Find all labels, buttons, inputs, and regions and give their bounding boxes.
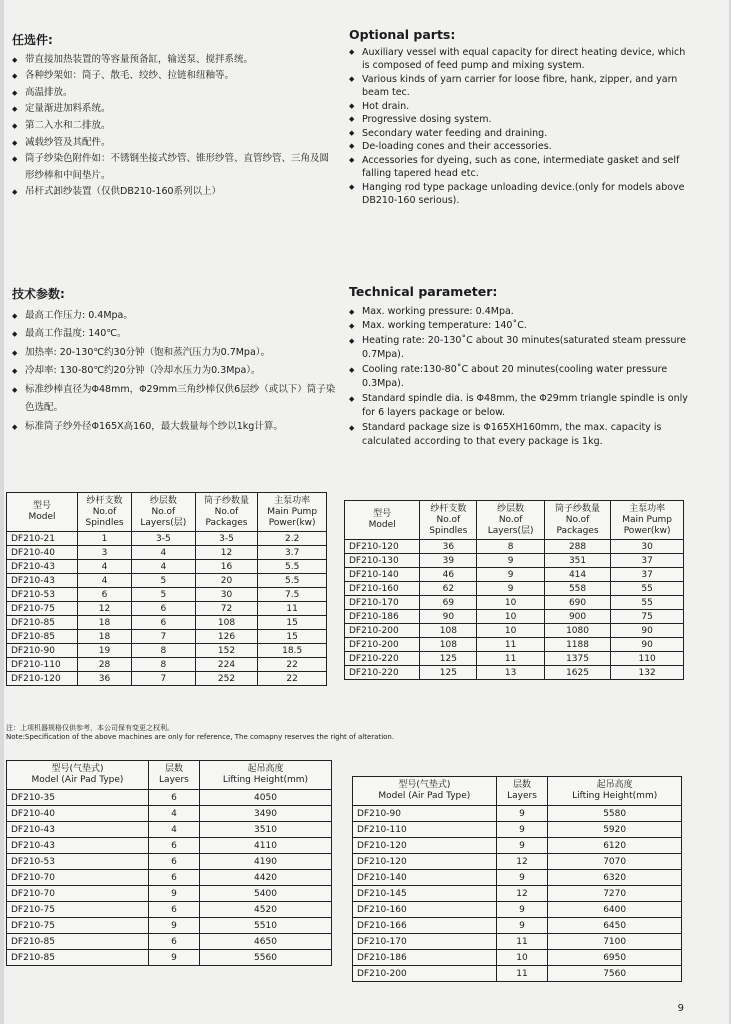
table-cell: 2.2 bbox=[258, 532, 327, 546]
table-row bbox=[353, 822, 682, 838]
column-header: 型号 Model bbox=[345, 501, 420, 540]
table-cell: 4110 bbox=[199, 838, 331, 854]
spec-table-right bbox=[344, 500, 684, 680]
table-row bbox=[345, 554, 684, 568]
table-cell: 6 bbox=[148, 870, 199, 886]
table-cell: 37 bbox=[611, 568, 684, 582]
table-cell: DF210-43 bbox=[7, 574, 78, 588]
table-cell: 55 bbox=[611, 582, 684, 596]
optional-parts-en-title: Optional parts: bbox=[349, 27, 456, 42]
table-cell: 8 bbox=[132, 658, 196, 672]
table-cell: DF210-166 bbox=[353, 918, 497, 934]
page-number: 9 bbox=[677, 1003, 684, 1014]
table-row bbox=[345, 638, 684, 652]
table-cell: 9 bbox=[496, 918, 548, 934]
table-cell: DF210-90 bbox=[353, 806, 497, 822]
table-cell: 12 bbox=[78, 602, 132, 616]
table-cell: DF210-40 bbox=[7, 546, 78, 560]
spec-note-en: Note:Specification of the above machines are only for reference, The comapny reserves the right of alteration. bbox=[6, 733, 395, 741]
table-row bbox=[7, 574, 327, 588]
column-header: 起吊高度 Lifting Height(mm) bbox=[548, 777, 682, 806]
table-cell: 3510 bbox=[199, 822, 331, 838]
table-cell: 62 bbox=[420, 582, 477, 596]
table-cell: 351 bbox=[544, 554, 610, 568]
table-cell: 30 bbox=[611, 540, 684, 554]
table-cell: DF210-220 bbox=[345, 666, 420, 680]
table-cell: 6400 bbox=[548, 902, 682, 918]
list-item: ◆ Max. working pressure: 0.4Mpa. bbox=[349, 305, 689, 320]
list-item: ◆ 第二入水和二排放。 bbox=[12, 118, 330, 135]
table-cell: 9 bbox=[496, 822, 548, 838]
table-row bbox=[7, 886, 332, 902]
table-cell: 3-5 bbox=[195, 532, 258, 546]
table-cell: 6 bbox=[148, 902, 199, 918]
table-cell: 75 bbox=[611, 610, 684, 624]
table-cell: DF210-43 bbox=[7, 838, 149, 854]
list-item: ◆ Standard package size is Φ165XH160mm, the max. capacity is calculated according to that every package is 1kg. bbox=[349, 421, 689, 450]
table-cell: 12 bbox=[195, 546, 258, 560]
technical-parameter-chinese bbox=[12, 285, 337, 436]
tech-en-title: Technical parameter: bbox=[349, 284, 498, 299]
table-cell: 252 bbox=[195, 672, 258, 686]
table-cell: 6 bbox=[148, 790, 199, 806]
table-cell: 69 bbox=[420, 596, 477, 610]
table-cell: 10 bbox=[477, 624, 544, 638]
table-cell: DF210-140 bbox=[345, 568, 420, 582]
table-cell: 7 bbox=[132, 630, 196, 644]
list-item: ◆ 减载纱管及其配件。 bbox=[12, 135, 330, 152]
table-cell: 9 bbox=[496, 902, 548, 918]
list-item: ◆ 最高工作温度: 140℃。 bbox=[12, 325, 337, 344]
table-row bbox=[7, 644, 327, 658]
table-cell: 72 bbox=[195, 602, 258, 616]
optional-parts-english bbox=[349, 28, 689, 208]
table-cell: 19 bbox=[78, 644, 132, 658]
table-row bbox=[345, 540, 684, 554]
table-header-row bbox=[345, 501, 684, 540]
table-cell: 11 bbox=[258, 602, 327, 616]
table-cell: DF210-75 bbox=[7, 602, 78, 616]
table-cell: 5560 bbox=[199, 950, 331, 966]
table-row bbox=[7, 672, 327, 686]
list-item: ◆ Cooling rate:130-80˚C about 20 minutes(cooling water pressure 0.3Mpa). bbox=[349, 363, 689, 392]
table-cell: DF210-186 bbox=[345, 610, 420, 624]
table-cell: 90 bbox=[420, 610, 477, 624]
table-cell: DF210-35 bbox=[7, 790, 149, 806]
table-cell: DF210-53 bbox=[7, 588, 78, 602]
table-cell: 10 bbox=[477, 610, 544, 624]
table-cell: 6 bbox=[148, 838, 199, 854]
spec-note bbox=[6, 724, 394, 742]
table-cell: 15 bbox=[258, 616, 327, 630]
table-cell: 5.5 bbox=[258, 560, 327, 574]
table-cell: DF210-140 bbox=[353, 870, 497, 886]
table-cell: 15 bbox=[258, 630, 327, 644]
table-cell: 6950 bbox=[548, 950, 682, 966]
table-cell: 6 bbox=[148, 854, 199, 870]
table-cell: 4520 bbox=[199, 902, 331, 918]
list-item: ◆ Progressive dosing system. bbox=[349, 113, 689, 127]
table-cell: 6 bbox=[132, 602, 196, 616]
table-cell: 558 bbox=[544, 582, 610, 596]
table-row bbox=[353, 950, 682, 966]
table-cell: 12 bbox=[496, 854, 548, 870]
table-cell: 4 bbox=[78, 574, 132, 588]
table-cell: 36 bbox=[78, 672, 132, 686]
table-row bbox=[7, 630, 327, 644]
table-cell: 110 bbox=[611, 652, 684, 666]
table-cell: 4 bbox=[132, 560, 196, 574]
table-cell: 6450 bbox=[548, 918, 682, 934]
lifting-table-left bbox=[6, 760, 332, 966]
table-cell: 11 bbox=[477, 652, 544, 666]
table-cell: 18.5 bbox=[258, 644, 327, 658]
table-row bbox=[7, 822, 332, 838]
column-header: 纱杆支数 No.of Spindles bbox=[78, 493, 132, 532]
list-item: ◆ Heating rate: 20-130˚C about 30 minutes(saturated steam pressure 0.7Mpa). bbox=[349, 334, 689, 363]
column-header: 筒子纱数量 No.of Packages bbox=[195, 493, 258, 532]
table-cell: 12 bbox=[496, 886, 548, 902]
table-header-row bbox=[7, 761, 332, 790]
column-header: 层数 Layers bbox=[148, 761, 199, 790]
table-cell: 46 bbox=[420, 568, 477, 582]
table-cell: DF210-120 bbox=[353, 838, 497, 854]
table-cell: 4190 bbox=[199, 854, 331, 870]
list-item: ◆ Various kinds of yarn carrier for loose fibre, hank, zipper, and yarn beam tec. bbox=[349, 73, 689, 100]
column-header: 主泵功率 Main Pump Power(kw) bbox=[258, 493, 327, 532]
table-row bbox=[353, 806, 682, 822]
table-cell: DF210-200 bbox=[345, 638, 420, 652]
table-cell: DF210-70 bbox=[7, 870, 149, 886]
table-cell: 18 bbox=[78, 630, 132, 644]
table-cell: 5400 bbox=[199, 886, 331, 902]
table-cell: DF210-170 bbox=[353, 934, 497, 950]
optional-parts-cn-list bbox=[12, 52, 330, 201]
table-cell: 152 bbox=[195, 644, 258, 658]
table-row bbox=[7, 806, 332, 822]
table-cell: DF210-130 bbox=[345, 554, 420, 568]
list-item: ◆ Accessories for dyeing, such as cone, intermediate gasket and self falling tapered head etc. bbox=[349, 154, 689, 181]
table-cell: 7270 bbox=[548, 886, 682, 902]
table-cell: 108 bbox=[420, 624, 477, 638]
table-cell: DF210-220 bbox=[345, 652, 420, 666]
table-cell: 1375 bbox=[544, 652, 610, 666]
table-cell: DF210-160 bbox=[353, 902, 497, 918]
table-cell: 125 bbox=[420, 666, 477, 680]
table-cell: DF210-120 bbox=[7, 672, 78, 686]
lifting-table-right bbox=[352, 776, 682, 982]
table-cell: 5510 bbox=[199, 918, 331, 934]
table-cell: 9 bbox=[477, 554, 544, 568]
table-cell: 3 bbox=[78, 546, 132, 560]
table-row bbox=[7, 560, 327, 574]
table-cell: 9 bbox=[477, 568, 544, 582]
table-cell: 6 bbox=[78, 588, 132, 602]
table-row bbox=[353, 934, 682, 950]
table-cell: 126 bbox=[195, 630, 258, 644]
table-cell: DF210-160 bbox=[345, 582, 420, 596]
table-cell: 16 bbox=[195, 560, 258, 574]
table-cell: 4650 bbox=[199, 934, 331, 950]
table-cell: 5920 bbox=[548, 822, 682, 838]
table-cell: 224 bbox=[195, 658, 258, 672]
table-row bbox=[7, 918, 332, 934]
table-row bbox=[7, 658, 327, 672]
table-cell: 125 bbox=[420, 652, 477, 666]
table-cell: 5 bbox=[132, 574, 196, 588]
table-cell: 1188 bbox=[544, 638, 610, 652]
table-cell: DF210-85 bbox=[7, 616, 78, 630]
table-cell: 20 bbox=[195, 574, 258, 588]
table-cell: 22 bbox=[258, 658, 327, 672]
table-cell: 9 bbox=[148, 950, 199, 966]
tech-cn-title: 技术参数: bbox=[12, 287, 65, 301]
table-row bbox=[345, 666, 684, 680]
table-cell: 6 bbox=[132, 616, 196, 630]
table-cell: 10 bbox=[477, 596, 544, 610]
table-cell: 7560 bbox=[548, 966, 682, 982]
table-cell: DF210-75 bbox=[7, 918, 149, 934]
table-cell: 9 bbox=[496, 838, 548, 854]
table-cell: DF210-145 bbox=[353, 886, 497, 902]
list-item: ◆ Hanging rod type package unloading device.(only for models above DB210-160 serious). bbox=[349, 181, 689, 208]
list-item: ◆ De-loading cones and their accessories. bbox=[349, 140, 689, 154]
table-row bbox=[353, 886, 682, 902]
table-cell: 5.5 bbox=[258, 574, 327, 588]
table-cell: 9 bbox=[148, 886, 199, 902]
table-row bbox=[7, 616, 327, 630]
table-cell: DF210-186 bbox=[353, 950, 497, 966]
table-cell: 90 bbox=[611, 624, 684, 638]
table-cell: 28 bbox=[78, 658, 132, 672]
table-cell: DF210-53 bbox=[7, 854, 149, 870]
table-cell: 1080 bbox=[544, 624, 610, 638]
brochure-page bbox=[4, 0, 729, 1024]
table-cell: 18 bbox=[78, 616, 132, 630]
table-cell: 30 bbox=[195, 588, 258, 602]
table-cell: 6320 bbox=[548, 870, 682, 886]
table-cell: 36 bbox=[420, 540, 477, 554]
table-row bbox=[7, 838, 332, 854]
table-row bbox=[353, 902, 682, 918]
table-cell: DF210-43 bbox=[7, 560, 78, 574]
table-row bbox=[7, 870, 332, 886]
table-row bbox=[345, 652, 684, 666]
column-header: 起吊高度 Lifting Height(mm) bbox=[199, 761, 331, 790]
table-cell: 108 bbox=[420, 638, 477, 652]
list-item: ◆ 高温排放。 bbox=[12, 85, 330, 102]
table-cell: 3490 bbox=[199, 806, 331, 822]
table-row bbox=[7, 532, 327, 546]
table-cell: 4420 bbox=[199, 870, 331, 886]
table-row bbox=[353, 966, 682, 982]
table-row bbox=[7, 934, 332, 950]
column-header: 纱层数 No.of Layers(层) bbox=[477, 501, 544, 540]
table-cell: 7 bbox=[132, 672, 196, 686]
table-cell: 11 bbox=[496, 934, 548, 950]
table-row bbox=[345, 568, 684, 582]
table-cell: DF210-200 bbox=[345, 624, 420, 638]
column-header: 筒子纱数量 No.of Packages bbox=[544, 501, 610, 540]
optional-parts-en-list bbox=[349, 46, 689, 208]
table-cell: DF210-120 bbox=[345, 540, 420, 554]
tech-cn-list bbox=[12, 307, 337, 437]
table-cell: DF210-170 bbox=[345, 596, 420, 610]
table-cell: 3.7 bbox=[258, 546, 327, 560]
table-cell: DF210-43 bbox=[7, 822, 149, 838]
table-cell: 4050 bbox=[199, 790, 331, 806]
table-cell: 9 bbox=[496, 806, 548, 822]
table-row bbox=[345, 624, 684, 638]
column-header: 型号 Model bbox=[7, 493, 78, 532]
table-cell: 13 bbox=[477, 666, 544, 680]
table-cell: DF210-70 bbox=[7, 886, 149, 902]
list-item: ◆ Hot drain. bbox=[349, 100, 689, 114]
table-row bbox=[7, 546, 327, 560]
table-cell: DF210-75 bbox=[7, 902, 149, 918]
table-row bbox=[7, 854, 332, 870]
table-cell: 4 bbox=[148, 822, 199, 838]
table-cell: 11 bbox=[477, 638, 544, 652]
optional-parts-chinese bbox=[12, 32, 330, 201]
table-cell: 8 bbox=[477, 540, 544, 554]
list-item: ◆ Auxiliary vessel with equal capacity for direct heating device, which is composed of feed pump and mixing system. bbox=[349, 46, 689, 73]
list-item: ◆ 吊杆式卸纱装置（仅供DB210-160系列以上） bbox=[12, 184, 330, 201]
column-header: 层数 Layers bbox=[496, 777, 548, 806]
table-row bbox=[353, 854, 682, 870]
column-header: 型号(气垫式) Model (Air Pad Type) bbox=[353, 777, 497, 806]
column-header: 主泵功率 Main Pump Power(kw) bbox=[611, 501, 684, 540]
table-cell: 132 bbox=[611, 666, 684, 680]
table-cell: DF210-120 bbox=[353, 854, 497, 870]
table-row bbox=[345, 596, 684, 610]
table-cell: 9 bbox=[148, 918, 199, 934]
column-header: 纱层数 No.of Layers(层) bbox=[132, 493, 196, 532]
table-cell: 414 bbox=[544, 568, 610, 582]
table-cell: 37 bbox=[611, 554, 684, 568]
table-row bbox=[353, 918, 682, 934]
table-row bbox=[7, 950, 332, 966]
table-row bbox=[353, 838, 682, 854]
table-cell: 690 bbox=[544, 596, 610, 610]
table-cell: 8 bbox=[132, 644, 196, 658]
table-cell: DF210-85 bbox=[7, 934, 149, 950]
column-header: 纱杆支数 No.of Spindles bbox=[420, 501, 477, 540]
table-cell: 3-5 bbox=[132, 532, 196, 546]
table-cell: DF210-200 bbox=[353, 966, 497, 982]
optional-parts-cn-title: 任选件: bbox=[12, 33, 53, 47]
table-row bbox=[7, 790, 332, 806]
table-cell: 55 bbox=[611, 596, 684, 610]
list-item: ◆ Secondary water feeding and draining. bbox=[349, 127, 689, 141]
table-cell: DF210-110 bbox=[353, 822, 497, 838]
list-item: ◆ 标准纱棒直径为Φ48mm，Φ29mm三角纱棒仅供6层纱（或以下）筒子染色选配。 bbox=[12, 381, 337, 418]
table-cell: 1 bbox=[78, 532, 132, 546]
table-cell: DF210-110 bbox=[7, 658, 78, 672]
table-cell: 7.5 bbox=[258, 588, 327, 602]
table-row bbox=[7, 602, 327, 616]
list-item: ◆ 标准筒子纱外径Φ165X高160，最大载量每个纱以1kg计算。 bbox=[12, 418, 337, 437]
table-row bbox=[345, 610, 684, 624]
list-item: ◆ 加热率: 20-130℃约30分钟（饱和蒸汽压力为0.7Mpa）。 bbox=[12, 344, 337, 363]
table-cell: 7070 bbox=[548, 854, 682, 870]
table-cell: 4 bbox=[148, 806, 199, 822]
column-header: 型号(气垫式) Model (Air Pad Type) bbox=[7, 761, 149, 790]
list-item: ◆ 定量渐进加料系统。 bbox=[12, 101, 330, 118]
table-cell: DF210-21 bbox=[7, 532, 78, 546]
table-cell: 10 bbox=[496, 950, 548, 966]
table-cell: 11 bbox=[496, 966, 548, 982]
table-cell: 90 bbox=[611, 638, 684, 652]
table-cell: 4 bbox=[78, 560, 132, 574]
table-cell: 288 bbox=[544, 540, 610, 554]
table-cell: 9 bbox=[477, 582, 544, 596]
table-row bbox=[7, 588, 327, 602]
table-cell: 5 bbox=[132, 588, 196, 602]
table-cell: DF210-40 bbox=[7, 806, 149, 822]
table-cell: 9 bbox=[496, 870, 548, 886]
list-item: ◆ 筒子纱染色附件如：不锈钢坐接式纱管、锥形纱管、直管纱管、三角及圆形纱棒和中间垫片。 bbox=[12, 151, 330, 184]
table-cell: 39 bbox=[420, 554, 477, 568]
table-cell: 5580 bbox=[548, 806, 682, 822]
table-cell: 4 bbox=[132, 546, 196, 560]
list-item: ◆ Standard spindle dia. is Φ48mm, the Φ29mm triangle spindle is only for 6 layers package or below. bbox=[349, 392, 689, 421]
table-cell: DF210-85 bbox=[7, 630, 78, 644]
table-row bbox=[7, 902, 332, 918]
list-item: ◆ 带直接加热装置的等容量预备缸，输送泵、搅拌系统。 bbox=[12, 52, 330, 69]
table-cell: DF210-85 bbox=[7, 950, 149, 966]
table-row bbox=[345, 582, 684, 596]
spec-note-cn: 注：上项机器规格仅供参考，本公司保有变更之权利。 bbox=[6, 724, 174, 732]
table-cell: 6120 bbox=[548, 838, 682, 854]
list-item: ◆ 冷却率: 130-80℃约20分钟（冷却水压力为0.3Mpa）。 bbox=[12, 362, 337, 381]
technical-parameter-english bbox=[349, 285, 689, 450]
list-item: ◆ 最高工作压力: 0.4Mpa。 bbox=[12, 307, 337, 326]
table-cell: 108 bbox=[195, 616, 258, 630]
table-cell: 22 bbox=[258, 672, 327, 686]
tech-en-list bbox=[349, 305, 689, 450]
table-header-row bbox=[7, 493, 327, 532]
table-cell: DF210-90 bbox=[7, 644, 78, 658]
spec-table-left bbox=[6, 492, 327, 686]
list-item: ◆ Max. working temperature: 140˚C. bbox=[349, 319, 689, 334]
table-cell: 6 bbox=[148, 934, 199, 950]
table-cell: 1625 bbox=[544, 666, 610, 680]
table-row bbox=[353, 870, 682, 886]
table-header-row bbox=[353, 777, 682, 806]
table-cell: 7100 bbox=[548, 934, 682, 950]
list-item: ◆ 各种纱架如：筒子、散毛、绞纱、拉链和纽釉等。 bbox=[12, 68, 330, 85]
table-cell: 900 bbox=[544, 610, 610, 624]
